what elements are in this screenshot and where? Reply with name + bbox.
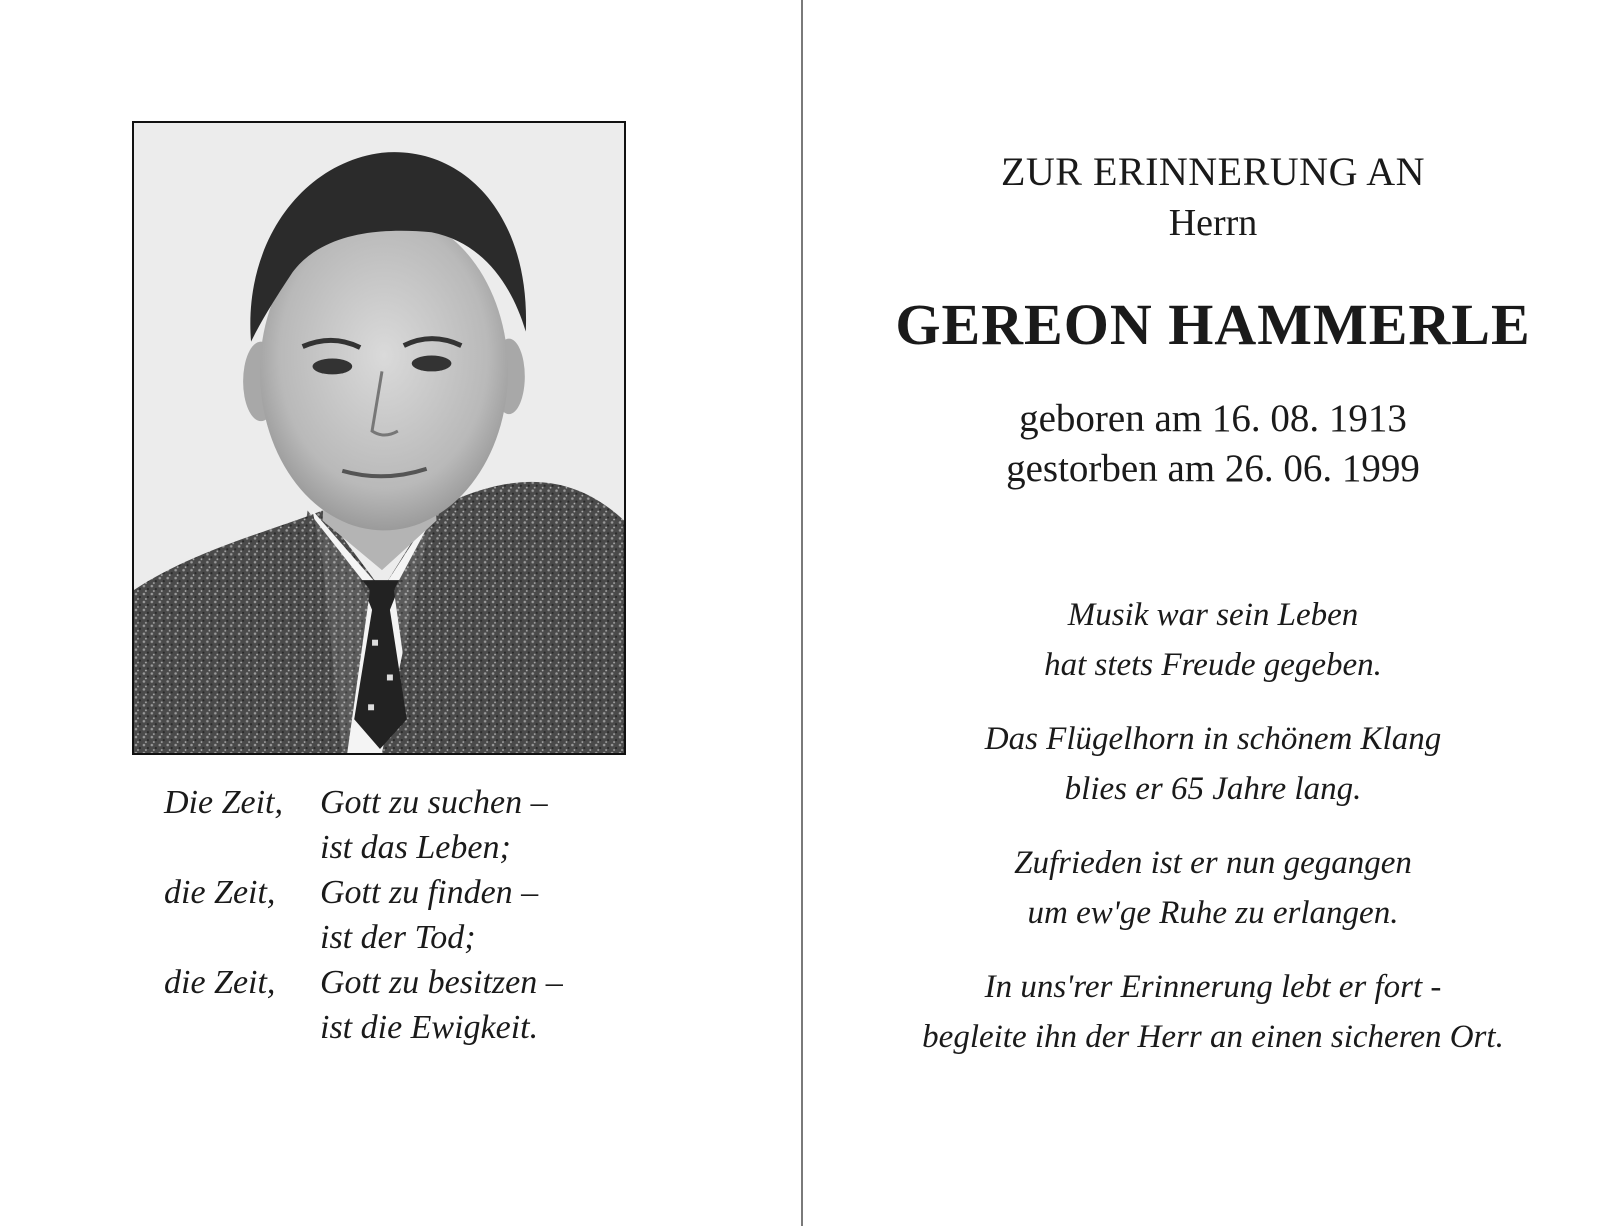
verse-line: Zufrieden ist er nun gegangen — [1014, 845, 1412, 881]
poem-line: die Zeit, Gott zu finden – — [164, 874, 539, 911]
poem-line: ist der Tod; — [320, 919, 476, 956]
stanza — [806, 590, 1620, 690]
poem-line: ist das Leben; — [320, 829, 511, 866]
death-date: gestorben am 26. 06. 1999 — [1006, 447, 1420, 490]
birth-date: geboren am 16. 08. 1913 — [1019, 397, 1407, 440]
right-page — [806, 0, 1620, 1226]
verse-line: hat stets Freude gegeben. — [1044, 647, 1382, 683]
poem-line: Die Zeit, Gott zu suchen – — [164, 784, 548, 821]
deceased-name: GEREON HAMMERLE — [895, 292, 1531, 357]
portrait-photo — [132, 121, 626, 755]
memorial-verses — [806, 590, 1620, 1086]
verse-line: Musik war sein Leben — [1067, 597, 1359, 633]
verse-line: begleite ihn der Herr an einen sicheren Ort. — [922, 1019, 1504, 1055]
verse-line: um ew'ge Ruhe zu erlangen. — [1027, 895, 1399, 931]
salutation: Herrn — [1168, 202, 1258, 244]
poem-line: die Zeit, Gott zu besitzen – — [164, 964, 563, 1001]
poem-line: ist die Ewigkeit. — [320, 1009, 539, 1046]
poem — [164, 780, 563, 1050]
verse-line: blies er 65 Jahre lang. — [1064, 771, 1362, 807]
verse-line: In uns'rer Erinnerung lebt er fort - — [984, 969, 1442, 1005]
memorial-heading: ZUR ERINNERUNG AN — [1000, 149, 1426, 194]
stanza — [806, 714, 1620, 814]
stanza — [806, 838, 1620, 938]
stanza — [806, 962, 1620, 1062]
portrait-photo-icon — [134, 123, 624, 753]
fold-line — [801, 0, 803, 1226]
left-page — [0, 0, 803, 1226]
verse-line: Das Flügelhorn in schönem Klang — [984, 721, 1442, 757]
